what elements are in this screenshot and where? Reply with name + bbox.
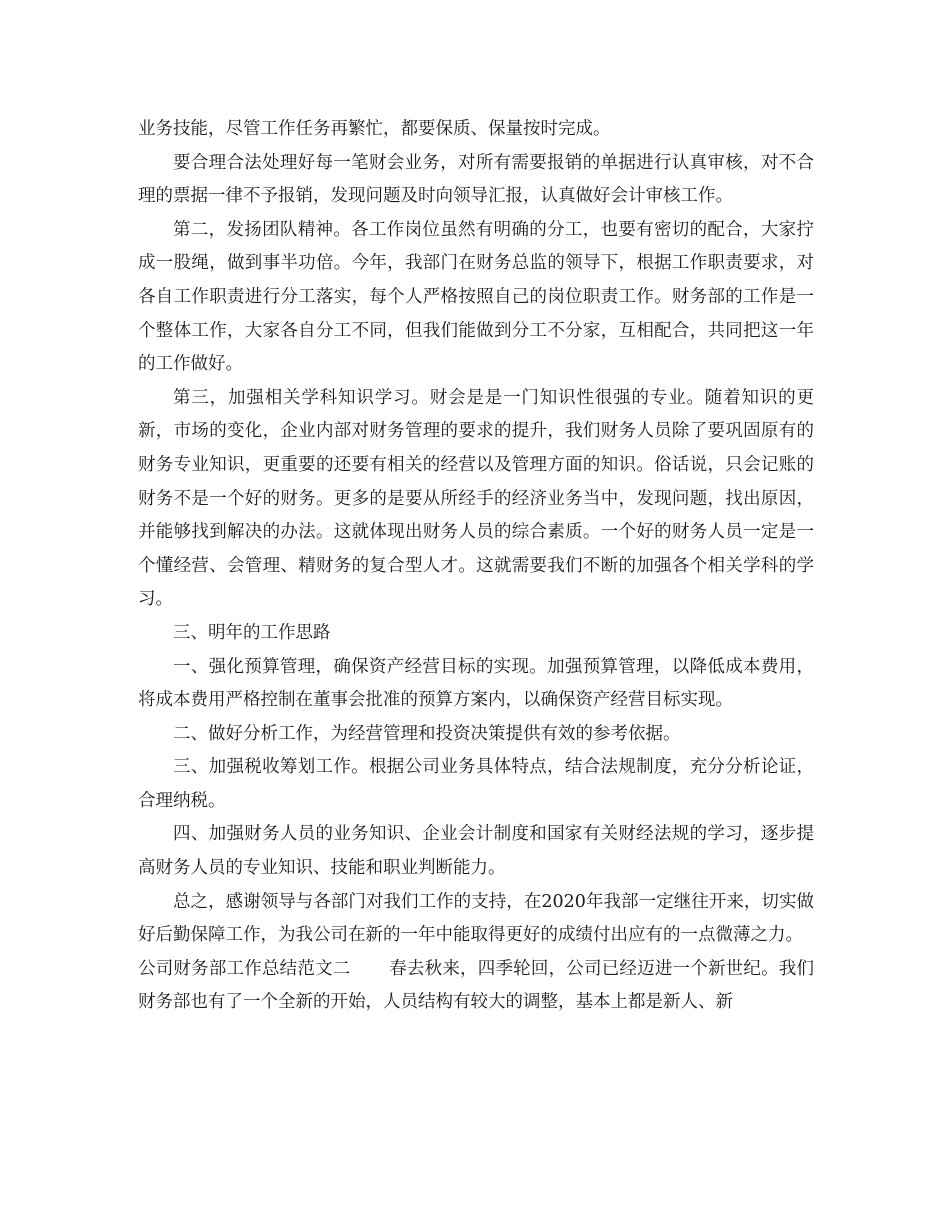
paragraph-2: 要合理合法处理好每一笔财会业务，对所有需要报销的单据进行认真审核，对不合理的票据一律不予报销，发现问题及时向领导汇报，认真做好会计审核工作。 xyxy=(138,152,814,207)
paragraph-7: 二、做好分析工作，为经营管理和投资决策提供有效的参考依据。 xyxy=(173,723,681,744)
paragraph-6: 一、强化预算管理，确保资产经营目标的实现。加强预算管理，以降低成本费用，将成本费用严格控制在董事会批准的预算方案内，以确保资产经营目标实现。 xyxy=(138,656,814,711)
paragraph-10: 总之，感谢领导与各部门对我们工作的支持，在2020年我部一定继往开来，切实做好后勤保障工作，为我公司在新的一年中能取得更好的成绩付出应有的一点微薄之力。 xyxy=(138,891,814,946)
paragraph-8: 三、加强税收筹划工作。根据公司业务具体特点，结合法规制度，充分分析论证，合理纳税。 xyxy=(138,757,814,811)
document-page xyxy=(138,113,814,1020)
final-section-title: 公司财务部工作总结范文二 xyxy=(138,958,351,979)
final-section xyxy=(138,953,814,1020)
final-section-text: 春去秋来，四季轮回，公司已经迈进一个新世纪。我们财务部也有了一个全新的开始，人员结构有较大的调整，基本上都是新人、新 xyxy=(138,958,814,1013)
paragraph-9: 四、加强财务人员的业务知识、企业会计制度和国家有关财经法规的学习，逐步提高财务人员的专业知识、技能和职业判断能力。 xyxy=(138,824,814,879)
section-heading: 三、明年的工作思路 xyxy=(173,622,331,643)
paragraph-4: 第三，加强相关学科知识学习。财会是是一门知识性很强的专业。随着知识的更新，市场的变化，企业内部对财务管理的要求的提升，我们财务人员除了要巩固原有的财务专业知识，更重要的还要有相关的经营以及管理方面的知识。俗话说，只会记账的财务不是一个好的财务。更多的是要从所经手的经济业务当中，发现问题，找出原因，并能够找到解决的办法。这就体现出财务人员的综合素质。一个好的财务人员一定是一个懂经营、会管理、精财务的复合型人才。这就需要我们不断的加强各个相关学科的学习。 xyxy=(138,387,814,610)
paragraph-3: 第二，发扬团队精神。各工作岗位虽然有明确的分工，也要有密切的配合，大家拧成一股绳，做到事半功倍。今年，我部门在财务总监的领导下，根据工作职责要求，对各自工作职责进行分工落实，每个人严格按照自己的岗位职责工作。财务部的工作是一个整体工作，大家各自分工不同，但我们能做到分工不分家，互相配合，共同把这一年的工作做好。 xyxy=(138,219,814,375)
paragraph-1: 业务技能，尽管工作任务再繁忙，都要保质、保量按时完成。 xyxy=(138,119,611,139)
